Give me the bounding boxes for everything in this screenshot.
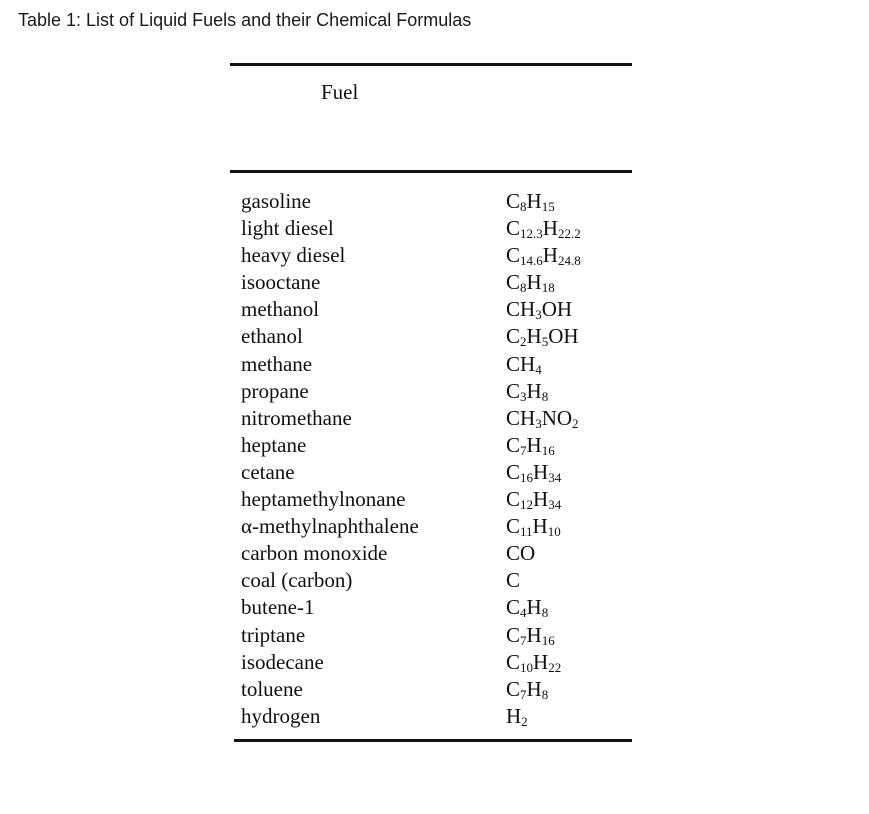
fuel-name: methanol [241, 297, 320, 322]
formula-subscript: 16 [520, 469, 534, 485]
fuel-name: cetane [241, 459, 295, 484]
formula-subscript: 7 [520, 632, 527, 648]
formula-element: H [526, 595, 542, 620]
column-header-fuel: Fuel [321, 80, 359, 104]
formula-element: H [526, 622, 542, 647]
formula-subscript: 2 [572, 415, 579, 431]
fuel-name: toluene [241, 676, 303, 701]
table-caption: Table 1: List of Liquid Fuels and their Chemical Formulas [18, 10, 472, 30]
fuel-name: hydrogen [241, 703, 321, 728]
formula-subscript: 4 [535, 361, 542, 377]
fuel-name: heptamethylnonane [241, 487, 406, 512]
table-row [240, 540, 632, 567]
chemical-formula [506, 215, 581, 242]
chemical-formula [506, 242, 581, 269]
formula-subscript: 8 [541, 388, 549, 404]
fuel-name: carbon monoxide [241, 541, 388, 566]
chemical-formula [506, 188, 555, 215]
formula-element: C [506, 595, 521, 620]
formula-element: C [506, 487, 521, 512]
formula-subscript: 3 [535, 415, 542, 431]
fuel-name: isodecane [241, 649, 324, 674]
formula-subscript: 8 [520, 280, 527, 296]
fuel-name: heptane [241, 432, 307, 457]
formula-subscript: 12.3 [520, 226, 543, 242]
table-row [240, 242, 632, 269]
chemical-formula [506, 459, 561, 486]
formula-element: H [542, 243, 558, 268]
fuel-name: heavy diesel [241, 243, 346, 268]
chemical-formula [506, 486, 561, 513]
formula-subscript: 22 [548, 659, 562, 675]
formula-element: CO [506, 541, 536, 566]
formula-subscript: 34 [548, 469, 562, 485]
formula-subscript: 10 [520, 659, 534, 675]
formula-subscript: 14.6 [520, 253, 543, 269]
table-row [240, 405, 632, 432]
formula-subscript: 8 [541, 605, 549, 621]
fuel-name: nitromethane [241, 405, 352, 430]
formula-element: H [533, 487, 549, 512]
table-row [240, 188, 632, 215]
formula-subscript: 10 [547, 524, 561, 540]
formula-subscript: 5 [541, 334, 549, 350]
table-row [240, 486, 632, 513]
formula-element: H [526, 432, 542, 457]
formula-element: H [542, 216, 558, 241]
formula-element: C [506, 514, 521, 539]
formula-element: C [506, 189, 521, 213]
formula-subscript: 8 [520, 199, 527, 214]
table-row [240, 676, 632, 703]
formula-subscript: 2 [520, 334, 527, 350]
fuel-name: α-methylnaphthalene [241, 514, 419, 539]
fuel-name: gasoline [241, 189, 311, 213]
formula-subscript: 16 [541, 632, 555, 648]
formula-subscript: 2 [521, 713, 528, 729]
chemical-formula [506, 513, 561, 540]
formula-element: H [532, 514, 548, 539]
table-row [240, 378, 632, 405]
chemical-formula [506, 676, 548, 703]
table-row [240, 622, 632, 649]
formula-element: H [506, 703, 522, 728]
formula-subscript: 12 [520, 497, 534, 513]
formula-element: C [506, 378, 521, 403]
formula-element: H [526, 378, 542, 403]
formula-subscript: 7 [520, 686, 527, 702]
formula-element: OH [541, 297, 573, 322]
formula-element: C [506, 270, 521, 295]
chemical-formula [506, 269, 555, 296]
chemical-formula [506, 351, 542, 378]
formula-subscript: 24.8 [557, 253, 581, 269]
formula-element: H [526, 676, 542, 701]
chemical-formula [506, 622, 555, 649]
chemical-formula [506, 567, 520, 594]
table-row [240, 296, 632, 323]
fuel-name: ethanol [241, 324, 303, 349]
chemical-formula [506, 323, 579, 350]
formula-subscript: 4 [520, 605, 527, 621]
chemical-formula [506, 649, 561, 676]
formula-element: C [506, 216, 521, 241]
fuel-name: coal (carbon) [241, 568, 353, 593]
formula-subscript: 7 [520, 442, 527, 458]
fuel-name: methane [241, 351, 313, 376]
table-row [240, 513, 632, 540]
formula-element: CH [506, 351, 536, 376]
table-top-rule [230, 63, 632, 66]
formula-element: H [533, 459, 549, 484]
chemical-formula [506, 594, 548, 621]
table-bottom-rule [234, 739, 632, 742]
formula-element: OH [548, 324, 579, 349]
table-row [240, 351, 632, 378]
formula-element: H [526, 270, 542, 295]
chemical-formula [506, 432, 555, 459]
chemical-formula [506, 296, 572, 323]
table-row [240, 215, 632, 242]
formula-element: C [506, 243, 521, 268]
formula-element: CH [506, 297, 536, 322]
formula-element: H [533, 649, 549, 674]
formula-element: C [506, 649, 521, 674]
table-row [240, 594, 632, 621]
formula-element: H [526, 324, 542, 349]
chemical-formula [506, 378, 548, 405]
chemical-formula [506, 703, 528, 730]
table-row [240, 649, 632, 676]
fuel-name: isooctane [241, 270, 321, 295]
formula-element: H [526, 189, 542, 213]
table-row [240, 269, 632, 296]
formula-element: C [506, 568, 521, 593]
chemical-formula [506, 405, 579, 432]
formula-subscript: 22.2 [557, 226, 581, 242]
formula-subscript: 8 [541, 686, 549, 702]
table-row [240, 567, 632, 594]
formula-subscript: 3 [520, 388, 527, 404]
formula-element: NO [541, 405, 573, 430]
table-row [240, 323, 632, 350]
table-header-rule [230, 170, 632, 173]
formula-element: C [506, 676, 521, 701]
formula-element: C [506, 432, 521, 457]
formula-subscript: 15 [541, 199, 555, 214]
formula-subscript: 3 [535, 307, 542, 323]
formula-subscript: 18 [541, 280, 555, 296]
chemical-formula [506, 540, 535, 567]
fuel-table-body [240, 188, 632, 730]
formula-subscript: 11 [520, 524, 533, 540]
fuel-name: butene-1 [241, 595, 315, 620]
fuel-name: triptane [241, 622, 306, 647]
formula-element: C [506, 324, 521, 349]
formula-element: C [506, 459, 521, 484]
table-row [240, 432, 632, 459]
table-row [240, 459, 632, 486]
table-row [240, 703, 632, 730]
formula-element: C [506, 622, 521, 647]
fuel-name: propane [241, 378, 309, 403]
fuel-name: light diesel [241, 216, 334, 241]
formula-element: CH [506, 405, 536, 430]
formula-subscript: 16 [541, 442, 555, 458]
formula-subscript: 34 [548, 497, 562, 513]
